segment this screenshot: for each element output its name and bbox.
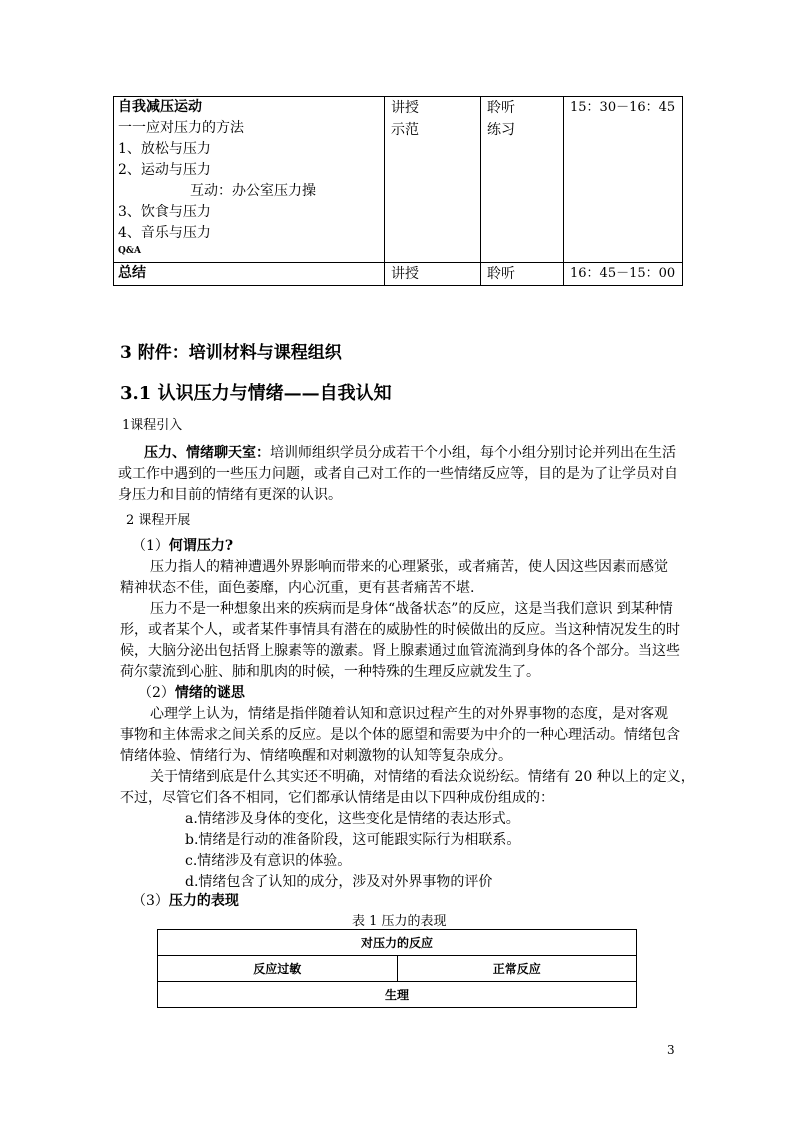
table-row [114,262,683,285]
question-title: 情绪的谜思 [174,685,245,701]
subsection-label: 1课程引入 [122,418,183,433]
list-item: c.情绪涉及有意识的体验。 [185,853,352,869]
paragraph-text: 培训师组织学员分成若干个小组，每个小组分别讨论并列出在生活 [270,445,676,461]
time-text: 15：30－16：45 [570,100,676,115]
topic-subtitle: 一一应对压力的方法 [118,120,244,136]
list-item: 2、运动与压力 [118,162,211,178]
list-item: 3、饮食与压力 [118,204,211,220]
activity-cell [481,97,564,263]
list-item: b.情绪是行动的准备阶段，这可能跟实际行为相联系。 [185,832,521,848]
column-header: 正常反应 [397,956,637,982]
table-caption: 表 1 压力的表现 [352,914,447,929]
method-text: 示范 [391,122,419,138]
list-item: d.情绪包含了认知的成分，涉及对外界事物的评价 [185,874,493,890]
table-header: 对压力的反应 [158,930,637,956]
list-item: a.情绪涉及身体的变化，这些变化是情绪的表达形式。 [185,811,520,827]
row-header: 生理 [158,982,637,1008]
section-heading: 3.1 认识压力与情绪——自我认知 [120,383,392,404]
paragraph-line: 精神状态不佳，面色萎靡，内心沉重，更有甚者痛苦不堪. [120,580,475,596]
paragraph-line: 身压力和目前的情绪有更深的认识。 [118,487,342,503]
lead-text: 压力、情绪聊天室： [144,445,270,461]
table-row [158,982,637,1008]
time-cell [564,97,683,263]
table-row [114,97,683,263]
question-title: 压力的表现 [168,893,239,909]
subsection-label: 2 课程开展 [126,513,191,528]
time-text: 16：45－15：00 [564,262,683,285]
paragraph-line: 或工作中遇到的一些压力问题，或者自己对工作的一些情绪反应等，目的是为了让学员对自 [118,466,678,482]
paragraph-line: 压力不是一种想象出来的疾病而是身体“战备状态”的反应，这是当我们意识 到某种情 [150,601,673,617]
paragraph-line: 不过，尽管它们各不相同，它们都承认情绪是由以下四种成份组成的： [120,790,554,806]
activity-text: 聆听 [487,100,515,116]
topic-title: 总结 [114,262,385,285]
question-title: 何谓压力? [168,538,234,554]
activity-text: 聆听 [481,262,564,285]
schedule-table [113,96,683,286]
qa-label: Q&A [118,246,141,256]
column-header: 反应过敏 [158,956,398,982]
paragraph-line: 形，或者某个人，或者某件事情具有潜在的威胁性的时候做出的反应。当这种情况发生的时 [120,622,680,638]
method-text: 讲授 [391,100,419,116]
table-row [158,930,637,956]
question-number: （3） [132,893,169,909]
paragraph-line: 压力指人的精神遭遇外界影响而带来的心理紧张，或者痛苦，使人因这些因素而感觉 [150,559,668,575]
paragraph-line: 荷尔蒙流到心脏、肺和肌肉的时候，一种特殊的生理反应就发生了。 [120,664,540,680]
table-row [158,956,637,982]
question-heading [132,536,233,556]
list-item: 1、放松与压力 [118,141,211,157]
paragraph-line: 心理学上认为，情绪是指伴随着认知和意识过程产生的对外界事物的态度，是对客观 [150,706,668,722]
topic-cell [114,97,385,263]
question-number: （2） [138,685,175,701]
paragraph-line: 事物和主体需求之间关系的反应。是以个体的愿望和需要为中介的一种心理活动。情绪包含 [120,727,680,743]
question-number: （1） [132,538,169,554]
paragraph-line: 情绪体验、情绪行为、情绪唤醒和对刺激物的认知等复杂成分。 [120,748,512,764]
paragraph-line: 候，大脑分泌出包括肾上腺素等的激素。肾上腺素通过血管流淌到身体的各个部分。当这些 [120,643,680,659]
list-item: 互动：办公室压力操 [190,183,316,199]
section-heading: 3 附件：培训材料与课程组织 [120,343,342,363]
paragraph-line [144,443,676,463]
topic-title: 自我减压运动 [118,99,202,115]
method-text: 讲授 [385,262,481,285]
paragraph-line: 关于情绪到底是什么其实还不明确，对情绪的看法众说纷纭。情绪有 20 种以上的定义， [150,769,695,785]
activity-text: 练习 [487,122,515,138]
question-heading [132,891,239,911]
stress-table [157,929,637,1008]
list-item: 4、音乐与压力 [118,225,211,241]
page-number: 3 [667,1043,675,1057]
question-heading [138,683,245,703]
method-cell [385,97,481,263]
